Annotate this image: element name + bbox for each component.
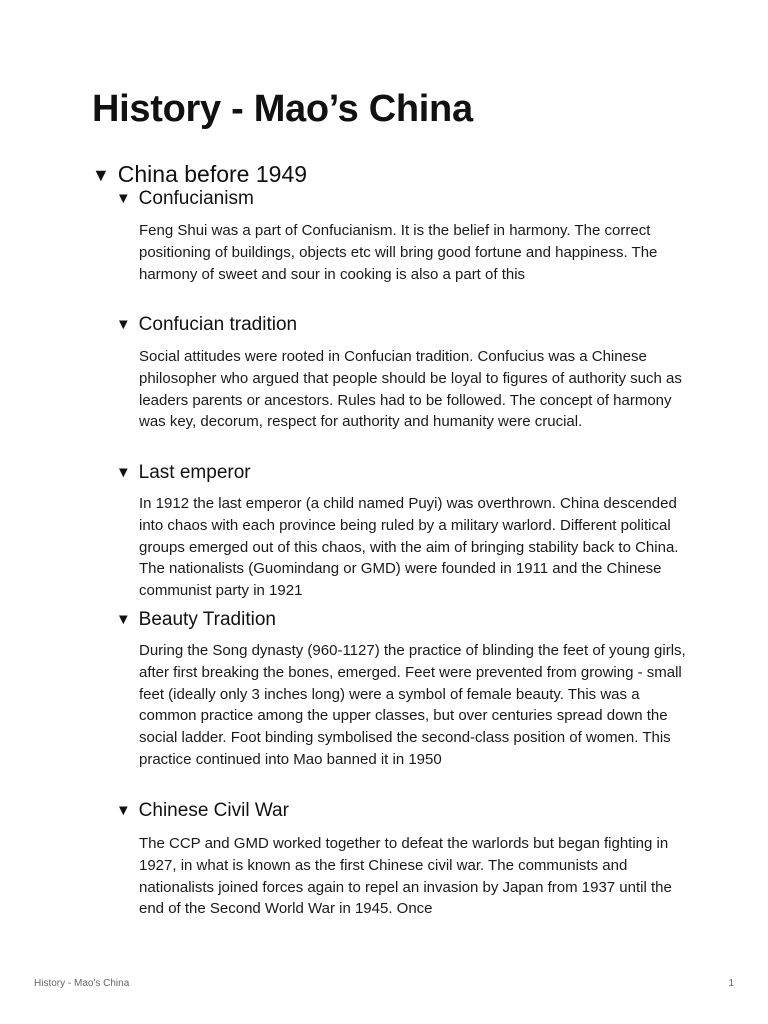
triangle-down-icon[interactable]: ▼ xyxy=(116,465,131,481)
triangle-down-icon[interactable]: ▼ xyxy=(92,165,110,185)
section-body-beauty-tradition: During the Song dynasty (960-1127) the practice of blinding the feet of young girls, after first breaking the bones, emerged. Feet were prevented from growing - small feet (ideally only 3 inches long) were a symbol of female beauty. This was a common practice among the upper classes, but over centuries spread down the social ladder. Foot binding symbolised the second-class position of women. This practice continued into Mao banned it in 1950 xyxy=(139,642,686,768)
page-title: History - Mao’s China xyxy=(92,88,473,130)
heading-label: China before 1949 xyxy=(117,161,308,187)
section-heading-chinese-civil-war[interactable] xyxy=(116,798,289,824)
section-title: Confucian tradition xyxy=(138,314,298,335)
section-heading-last-emperor[interactable] xyxy=(116,460,251,486)
section-heading-confucian-tradition[interactable] xyxy=(116,312,297,338)
section-body-confucianism: Feng Shui was a part of Confucianism. It is the belief in harmony. The correct positioning of buildings, objects etc will bring good fortune and happiness. The harmony of sweet and sour in cooking is also a part of this xyxy=(139,222,658,283)
section-title: Chinese Civil War xyxy=(138,800,289,821)
section-title: Confucianism xyxy=(138,188,254,209)
footer-page-number: 1 xyxy=(728,978,734,989)
triangle-down-icon[interactable]: ▼ xyxy=(116,803,131,819)
section-title: Last emperor xyxy=(138,462,251,483)
triangle-down-icon[interactable]: ▼ xyxy=(116,612,131,628)
section-body-last-emperor: In 1912 the last emperor (a child named Puyi) was overthrown. China descended into chaos with each province being ruled by a military warlord. Different political groups emerged out of this chaos, with the aim of bringing stability back to China. The nationalists (Guomindang or GMD) were founded in 1911 and the Chinese communist party in 1921 xyxy=(139,495,679,600)
section-body-chinese-civil-war: The CCP and GMD worked together to defeat the warlords but began fighting in 1927, in what is known as the first Chinese civil war. The communists and nationalists joined forces again to repel an invasion by Japan from 1937 until the end of the Second World War in 1945. Once xyxy=(139,835,672,918)
footer-document-title: History - Mao's China xyxy=(34,978,130,989)
section-heading-beauty-tradition[interactable] xyxy=(116,607,276,633)
section-title: Beauty Tradition xyxy=(138,609,276,630)
triangle-down-icon[interactable]: ▼ xyxy=(116,317,131,333)
triangle-down-icon[interactable]: ▼ xyxy=(116,191,131,207)
section-heading-confucianism[interactable] xyxy=(116,186,254,212)
section-body-confucian-tradition: Social attitudes were rooted in Confucian tradition. Confucius was a Chinese philosopher who argued that people should be loyal to figures of authority such as leaders parents or ancestors. Rules had to be followed. The concept of harmony was key, decorum, respect for authority and humanity were crucial. xyxy=(139,348,682,431)
